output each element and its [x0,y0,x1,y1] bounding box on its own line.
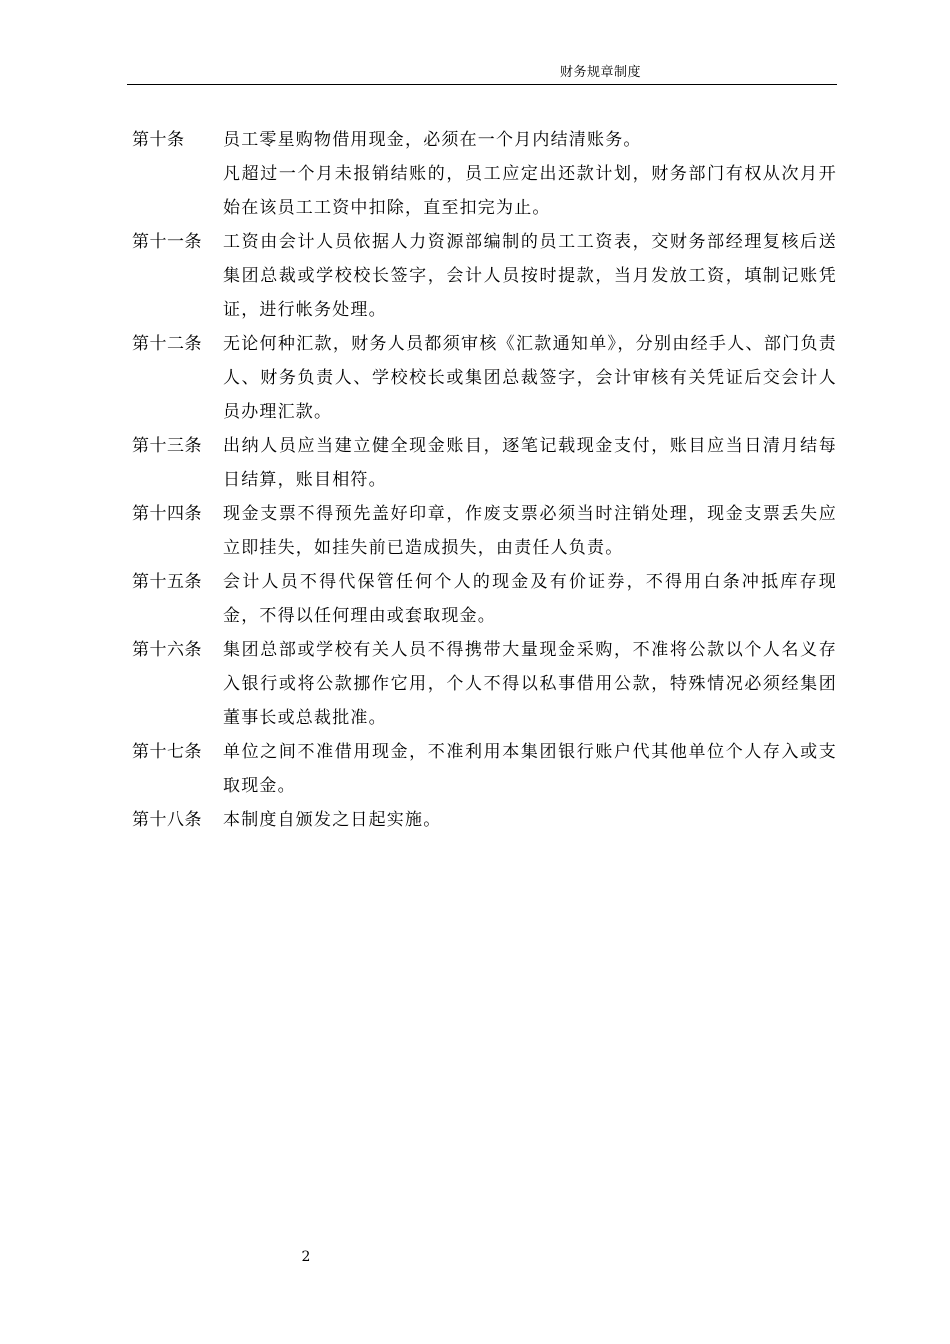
article-number: 第十四条 [132,504,202,524]
article-body [223,735,837,803]
article-10 [132,123,837,225]
article-number: 第十七条 [132,742,202,762]
article-body [223,327,837,429]
article-body [223,497,837,565]
article-paragraph: 本制度自颁发之日起实施。 [223,810,442,830]
article-number: 第十六条 [132,640,202,660]
article-number: 第十二条 [132,334,202,354]
article-body [223,803,837,837]
article-paragraph: 集团总部或学校有关人员不得携带大量现金采购，不准将公款以个人名义存入银行或将公款挪作它用，个人不得以私事借用公款，特殊情况必须经集团董事长或总裁批准。 [223,640,837,728]
article-body [223,633,837,735]
article-18 [132,803,837,837]
article-number: 第十八条 [132,810,202,830]
article-17 [132,735,837,803]
article-12 [132,327,837,429]
page-number: 2 [301,1249,311,1265]
article-11 [132,225,837,327]
article-13 [132,429,837,497]
article-number: 第十三条 [132,436,202,456]
article-16 [132,633,837,735]
article-paragraph: 会计人员不得代保管任何个人的现金及有价证券，不得用白条冲抵库存现金，不得以任何理由或套取现金。 [223,572,837,626]
article-paragraph: 员工零星购物借用现金，必须在一个月内结清账务。 [223,130,642,150]
article-15 [132,565,837,633]
article-number: 第十五条 [132,572,202,592]
article-paragraph: 现金支票不得预先盖好印章，作废支票必须当时注销处理，现金支票丢失应立即挂失，如挂失前已造成损失，由责任人负责。 [223,504,837,558]
article-list [132,123,837,837]
header-divider [127,84,837,85]
article-14 [132,497,837,565]
article-number: 第十条 [132,130,185,150]
article-body [223,565,837,633]
running-header-title: 财务规章制度 [560,65,642,80]
article-body [223,123,837,225]
article-paragraph: 无论何种汇款，财务人员都须审核《汇款通知单》，分别由经手人、部门负责人、财务负责人、学校校长或集团总裁签字，会计审核有关凭证后交会计人员办理汇款。 [223,334,837,422]
article-paragraph: 工资由会计人员依据人力资源部编制的员工工资表，交财务部经理复核后送集团总裁或学校校长签字，会计人员按时提款，当月发放工资，填制记账凭证，进行帐务处理。 [223,232,837,320]
article-number: 第十一条 [132,232,202,252]
article-paragraph: 出纳人员应当建立健全现金账目，逐笔记载现金支付，账目应当日清月结每日结算，账目相符。 [223,436,837,490]
article-body [223,429,837,497]
article-body [223,225,837,327]
article-paragraph: 单位之间不准借用现金，不准利用本集团银行账户代其他单位个人存入或支取现金。 [223,742,837,796]
article-paragraph: 凡超过一个月未报销结账的，员工应定出还款计划，财务部门有权从次月开始在该员工工资中扣除，直至扣完为止。 [223,164,837,218]
